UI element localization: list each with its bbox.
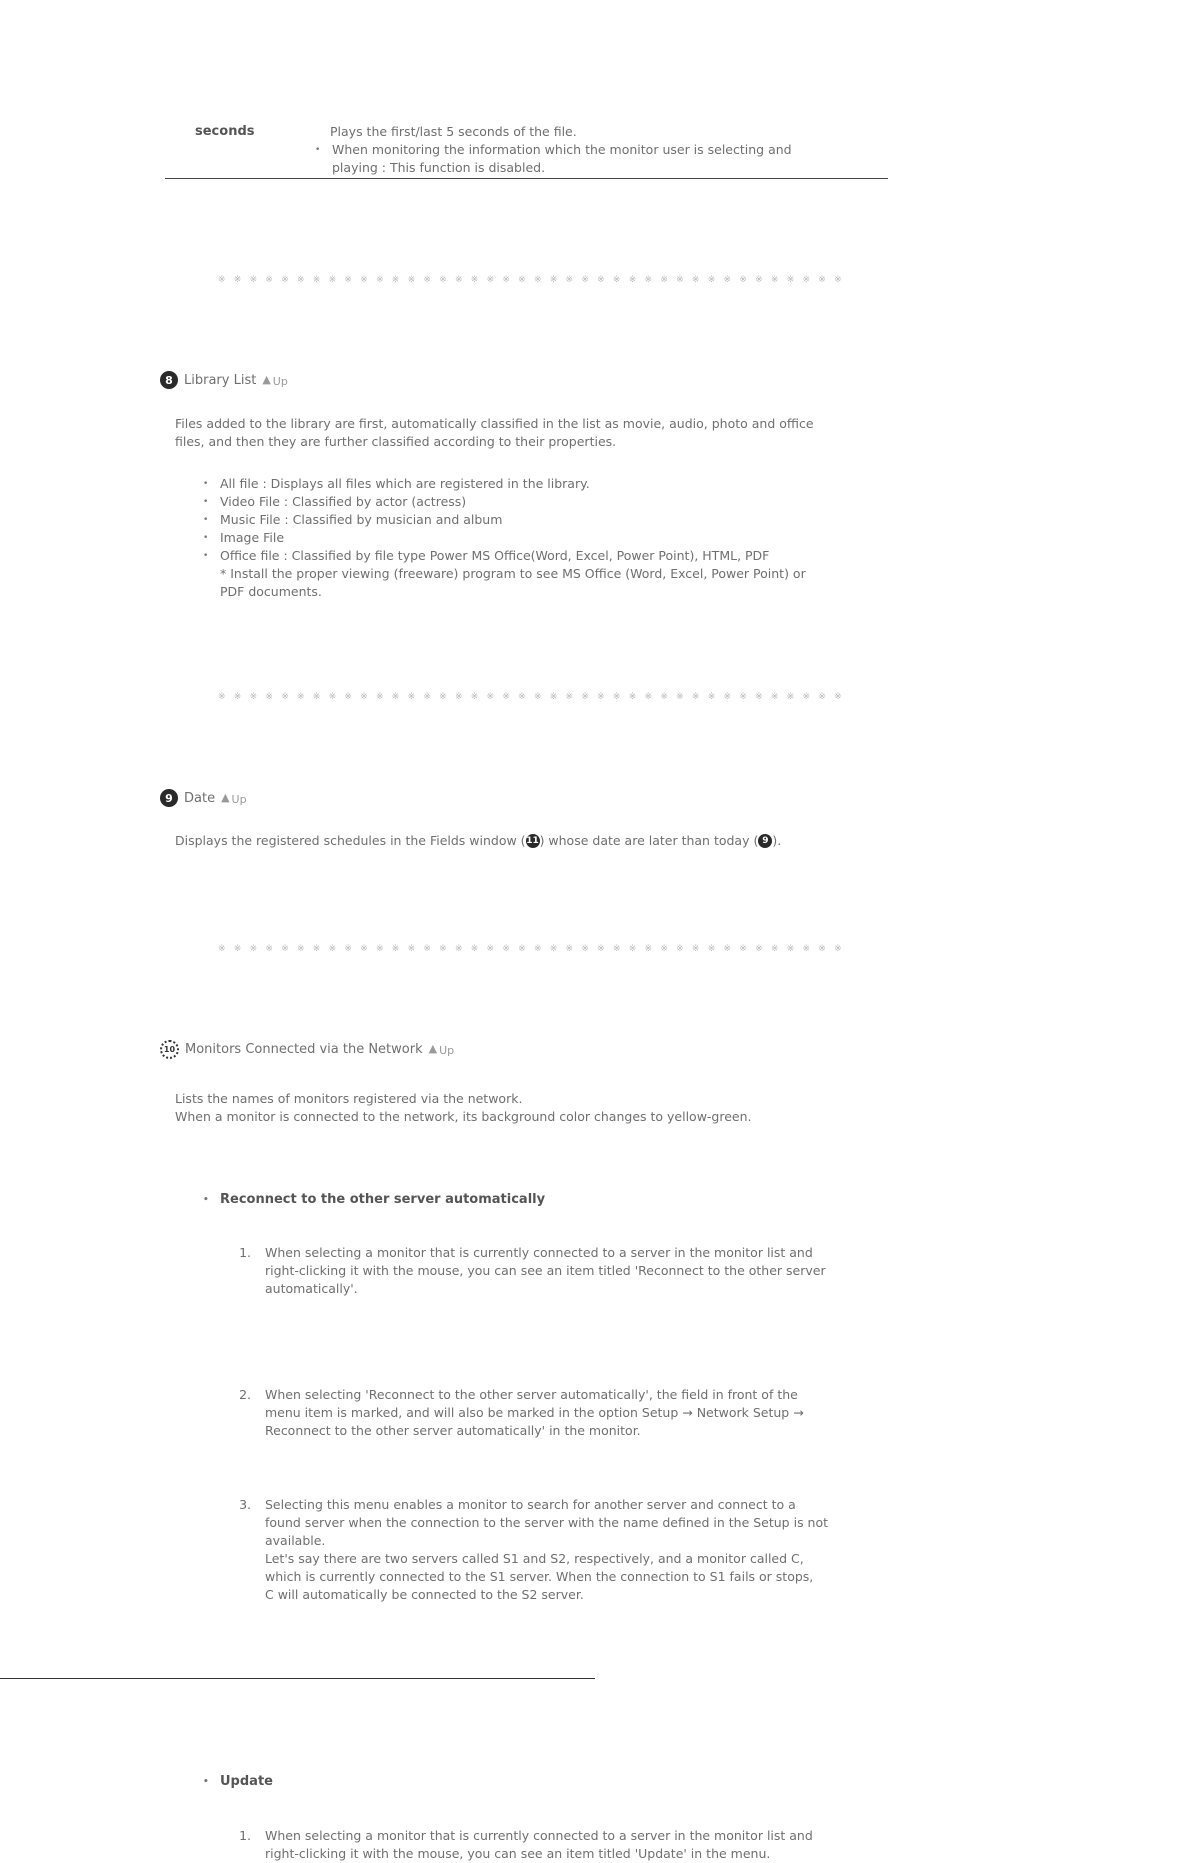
- section-divider: ※ ※ ※ ※ ※ ※ ※ ※ ※ ※ ※ ※ ※ ※ ※ ※ ※ ※ ※ ※ ※ ※ ※ ※ ※ ※ ※ ※ ※ ※ ※ ※ ※ ※ ※ ※ ※ ※ ※ ※: [218, 944, 842, 954]
- network-monitor-icon: 10: [160, 1040, 179, 1059]
- table-row-description: Plays the first/last 5 seconds of the file.: [330, 124, 577, 139]
- list-item: • All file : Displays all files which are registered in the library.: [198, 475, 806, 493]
- section-title: Monitors Connected via the Network: [185, 1042, 423, 1057]
- section-heading-monitors: [160, 1040, 454, 1059]
- up-link[interactable]: ▲ Up: [262, 372, 288, 388]
- today-ref-icon: 9: [758, 834, 772, 848]
- note-line: playing : This function is disabled.: [332, 160, 546, 175]
- up-arrow-icon: ▲: [428, 1042, 438, 1055]
- numbered-step: 3. Selecting this menu enables a monitor to search for another server and connect to a found server when the connection to the server with the name defined in the Setup is not available. Let's say there are two servers called S1 and S2, respectively, and a monitor called C, which is currently connected to the S1 server. When the connection to S1 fails or stops, C will automatically be connected to the S2 server.: [239, 1497, 829, 1602]
- up-arrow-icon: ▲: [262, 372, 271, 386]
- section-number-icon: 8: [160, 371, 178, 389]
- section-number-icon: 9: [160, 789, 178, 807]
- date-description: Displays the registered schedules in the Fields window ( 11 ) whose date are later than today ( 9 ).: [175, 833, 782, 848]
- table-row-label: seconds: [195, 124, 255, 139]
- up-arrow-icon: ▲: [221, 790, 230, 804]
- monitors-intro: Lists the names of monitors registered via the network. When a monitor is connected to the network, its background color changes to yellow-green.: [175, 1091, 752, 1124]
- section-heading-date: [160, 789, 247, 807]
- section-title: Library List: [184, 372, 257, 388]
- list-item: • Office file : Classified by file type Power MS Office(Word, Excel, Power Point), HTML, PDF: [198, 547, 806, 565]
- page-footer-rule: [0, 1678, 595, 1679]
- section-heading-library: [160, 371, 288, 389]
- list-item: • Video File : Classified by actor (actress): [198, 493, 806, 511]
- library-note: * Install the proper viewing (freeware) program to see MS Office (Word, Excel, Power Point) or PDF documents.: [220, 566, 806, 599]
- section-divider: ※ ※ ※ ※ ※ ※ ※ ※ ※ ※ ※ ※ ※ ※ ※ ※ ※ ※ ※ ※ ※ ※ ※ ※ ※ ※ ※ ※ ※ ※ ※ ※ ※ ※ ※ ※ ※ ※ ※ ※: [218, 692, 842, 702]
- numbered-step: 2. When selecting 'Reconnect to the other server automatically', the field in front of the menu item is marked, and will also be marked in the option Setup → Network Setup → Reconnect to the other server automatically' in the monitor.: [239, 1387, 804, 1438]
- subheading-reconnect: • Reconnect to the other server automatically: [198, 1191, 1191, 1209]
- subheading-update: • Update: [198, 1773, 1191, 1791]
- up-link[interactable]: ▲ Up: [428, 1042, 455, 1057]
- section-divider: ※ ※ ※ ※ ※ ※ ※ ※ ※ ※ ※ ※ ※ ※ ※ ※ ※ ※ ※ ※ ※ ※ ※ ※ ※ ※ ※ ※ ※ ※ ※ ※ ※ ※ ※ ※ ※ ※ ※ ※: [218, 275, 842, 285]
- numbered-step: 1. When selecting a monitor that is currently connected to a server in the monitor list and right-clicking it with the mouse, you can see an item titled 'Update' in the menu.: [239, 1828, 813, 1861]
- numbered-step: 1. When selecting a monitor that is currently connected to a server in the monitor list and right-clicking it with the mouse, you can see an item titled 'Reconnect to the other server automatically'.: [239, 1245, 826, 1296]
- up-link[interactable]: ▲ Up: [221, 790, 247, 806]
- note-line: When monitoring the information which the monitor user is selecting and: [332, 142, 792, 157]
- library-file-list: [198, 475, 806, 601]
- table-row-note: [310, 141, 1191, 177]
- field-window-ref-icon: 11: [526, 835, 539, 846]
- section-title: Date: [184, 790, 216, 806]
- list-item: • Music File : Classified by musician and album: [198, 511, 806, 529]
- list-item: • Image File: [198, 529, 806, 547]
- library-intro: Files added to the library are first, automatically classified in the list as movie, audio, photo and office files, and then they are further classified according to their properties.: [175, 416, 814, 449]
- table-bottom-border: [165, 178, 888, 179]
